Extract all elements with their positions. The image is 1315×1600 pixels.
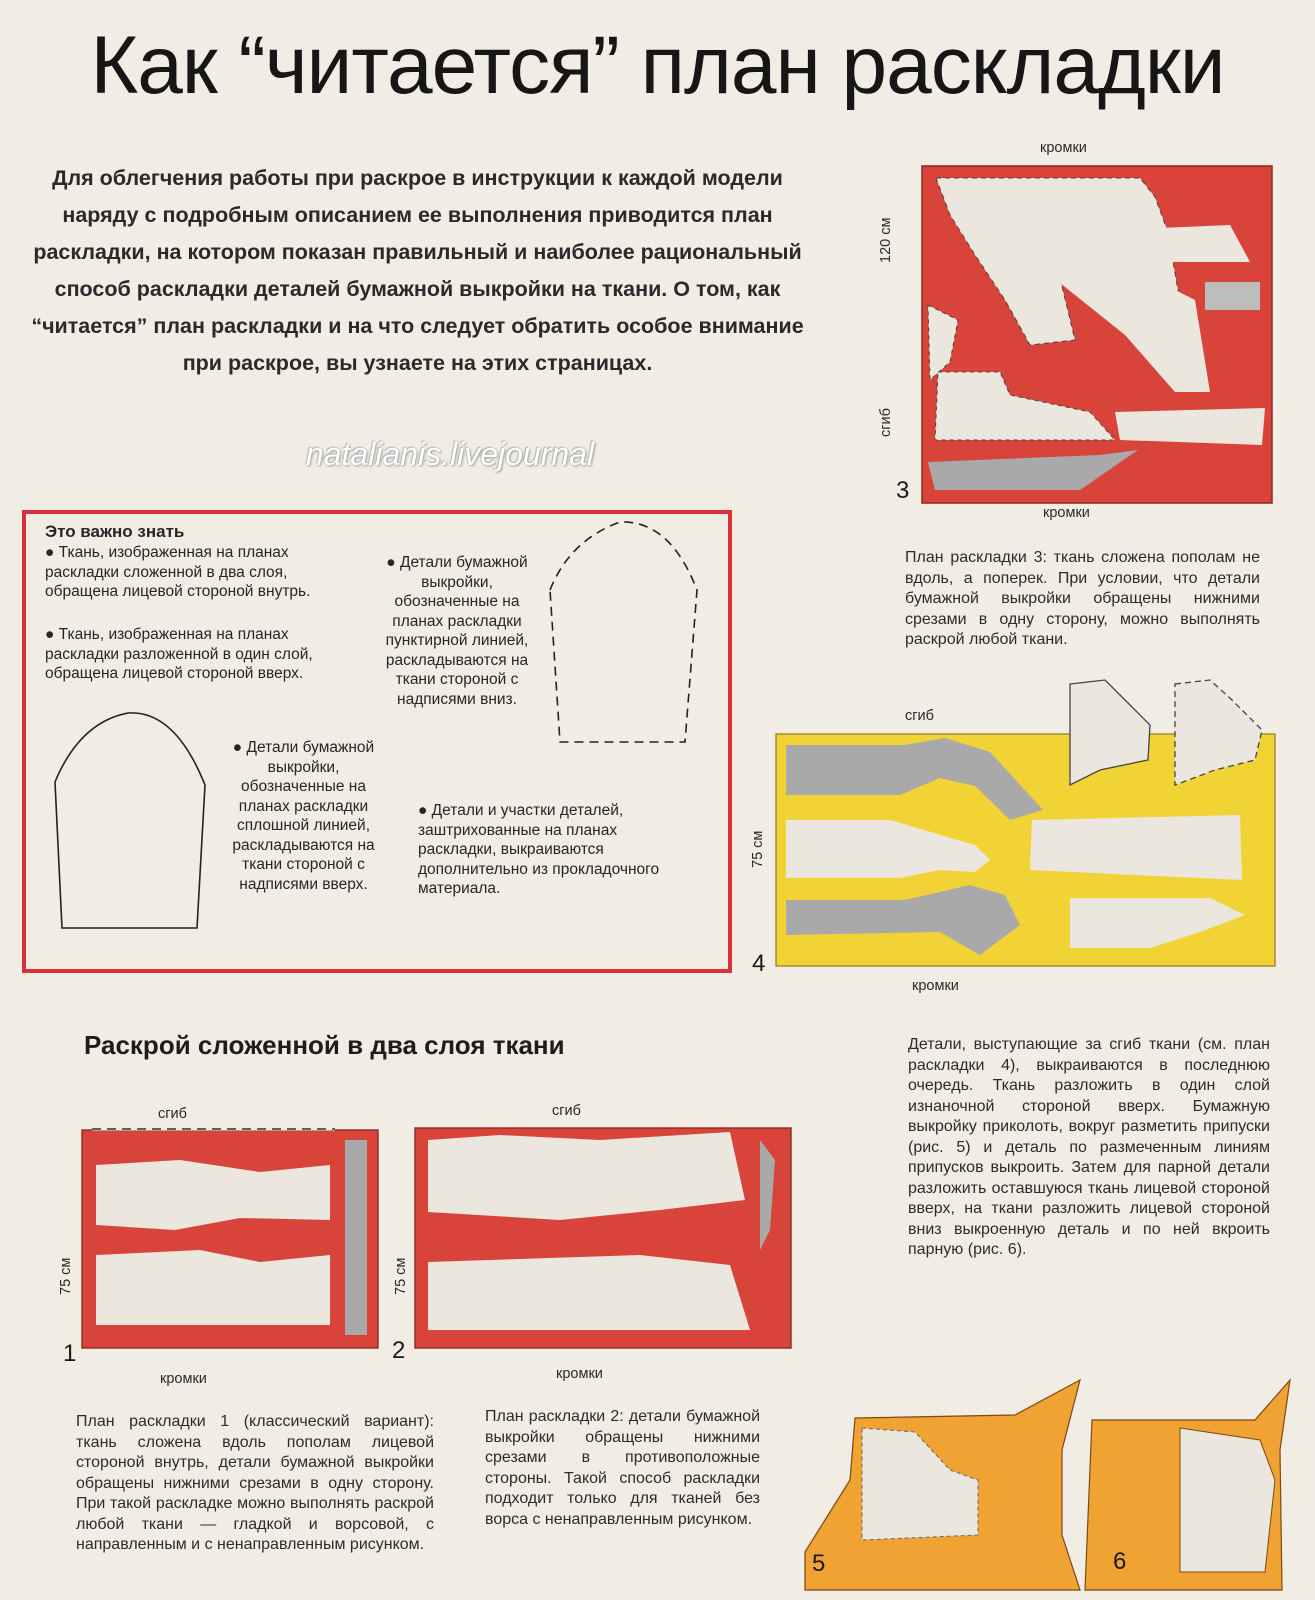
important-item-2: ● Ткань, изображенная на планах раскладки разложенной в один слой, обращена лицевой стороной вверх.	[45, 626, 313, 682]
plan1-selvage-label: кромки	[160, 1371, 207, 1387]
important-item-5: ● Детали и участки деталей, заштрихованные на планах раскладки, выкраиваются дополнительно из прокладочного материала.	[418, 802, 660, 897]
important-heading: Это важно знать	[45, 522, 185, 541]
intro-paragraph: Для облегчения работы при раскрое в инструкции к каждой модели наряду с подробным описанием ее выполнения приводится план раскладки, на котором показан правильный и наиболее рациональный способ раскладки деталей бумажной выкройки на ткани. О том, как “читается” план раскладки и на что следует обратить особое внимание при раскрое, вы узнаете на этих страницах.	[31, 166, 804, 375]
plan3-bottom-selvage-label: кромки	[1043, 505, 1090, 521]
important-item-4: ● Детали бумажной выкройки, обозначенные на планах раскладки пунктирной линией, раскладываются на ткани стороной с надписями вниз.	[385, 554, 529, 708]
figure6-number: 6	[1113, 1548, 1127, 1575]
plan4-fold-label: сгиб	[905, 708, 934, 724]
plan4-caption: Детали, выступающие за сгиб ткани (см. план раскладки 4), выкраиваются в последнюю очередь. Ткань разложить в один слой изнаночной стороной вверх. Бумажную выкройку приколоть, вокруг разметить припуски (рис. 5) и деталь по размеченным линиям припусков выкроить. Затем для парной детали разложить оставшуюся ткань лицевой стороной вверх, на ткани разложить лицевой стороной вниз выкроенную деталь и по ней вкроить парную (рис. 6).	[908, 1036, 1270, 1258]
plan3-caption: План раскладки 3: ткань сложена пополам не вдоль, а поперек. При условии, что детали бумажной выкройки обращены нижними срезами в одну сторону, можно выполнять раскрой любой ткани.	[905, 549, 1260, 648]
plan2-fold-label: сгиб	[552, 1103, 581, 1119]
plan4-width-label: 75 см	[750, 830, 766, 868]
plan3-number: 3	[896, 477, 910, 504]
plan1-fold-label: сгиб	[158, 1106, 187, 1122]
plan3-top-selvage-label: кромки	[1040, 140, 1087, 156]
plan3-fold-label: сгиб	[878, 408, 894, 437]
important-item-1: ● Ткань, изображенная на планах раскладки сложенной в два слоя, обращена лицевой стороной внутрь.	[45, 544, 311, 600]
figure5-number: 5	[812, 1550, 826, 1577]
important-item-3: ● Детали бумажной выкройки, обозначенные на планах раскладки сплошной линией, раскладываются на ткани стороной с надписями вверх.	[232, 739, 375, 893]
page-title: Как “читается” план раскладки	[90, 20, 1225, 111]
plan2-selvage-label: кромки	[556, 1366, 603, 1382]
section-title: Раскрой сложенной в два слоя ткани	[84, 1030, 565, 1060]
plan3-width-label: 120 см	[878, 217, 894, 263]
plan4-number: 4	[752, 950, 766, 977]
plan1-number: 1	[63, 1340, 77, 1367]
plan2-width-label: 75 см	[393, 1257, 409, 1295]
plan4-selvage-label: кромки	[912, 978, 959, 994]
watermark: natalianis.livejournal	[305, 436, 595, 472]
plan2-caption: План раскладки 2: детали бумажной выкройки обращены нижними срезами в противоположные стороны. Такой способ раскладки подходит только для тканей без ворса с ненаправленным рисунком.	[485, 1408, 760, 1528]
plan1-width-label: 75 см	[58, 1257, 74, 1295]
plan1-caption: План раскладки 1 (классический вариант): ткань сложена вдоль пополам лицевой стороной внутрь, детали бумажной выкройки обращены нижними срезами в одну сторону. При такой раскладке можно выполнять раскрой любой ткани — гладкой и ворсовой, с направленным и с ненаправленным рисунком.	[76, 1413, 434, 1553]
plan2-number: 2	[392, 1337, 406, 1364]
